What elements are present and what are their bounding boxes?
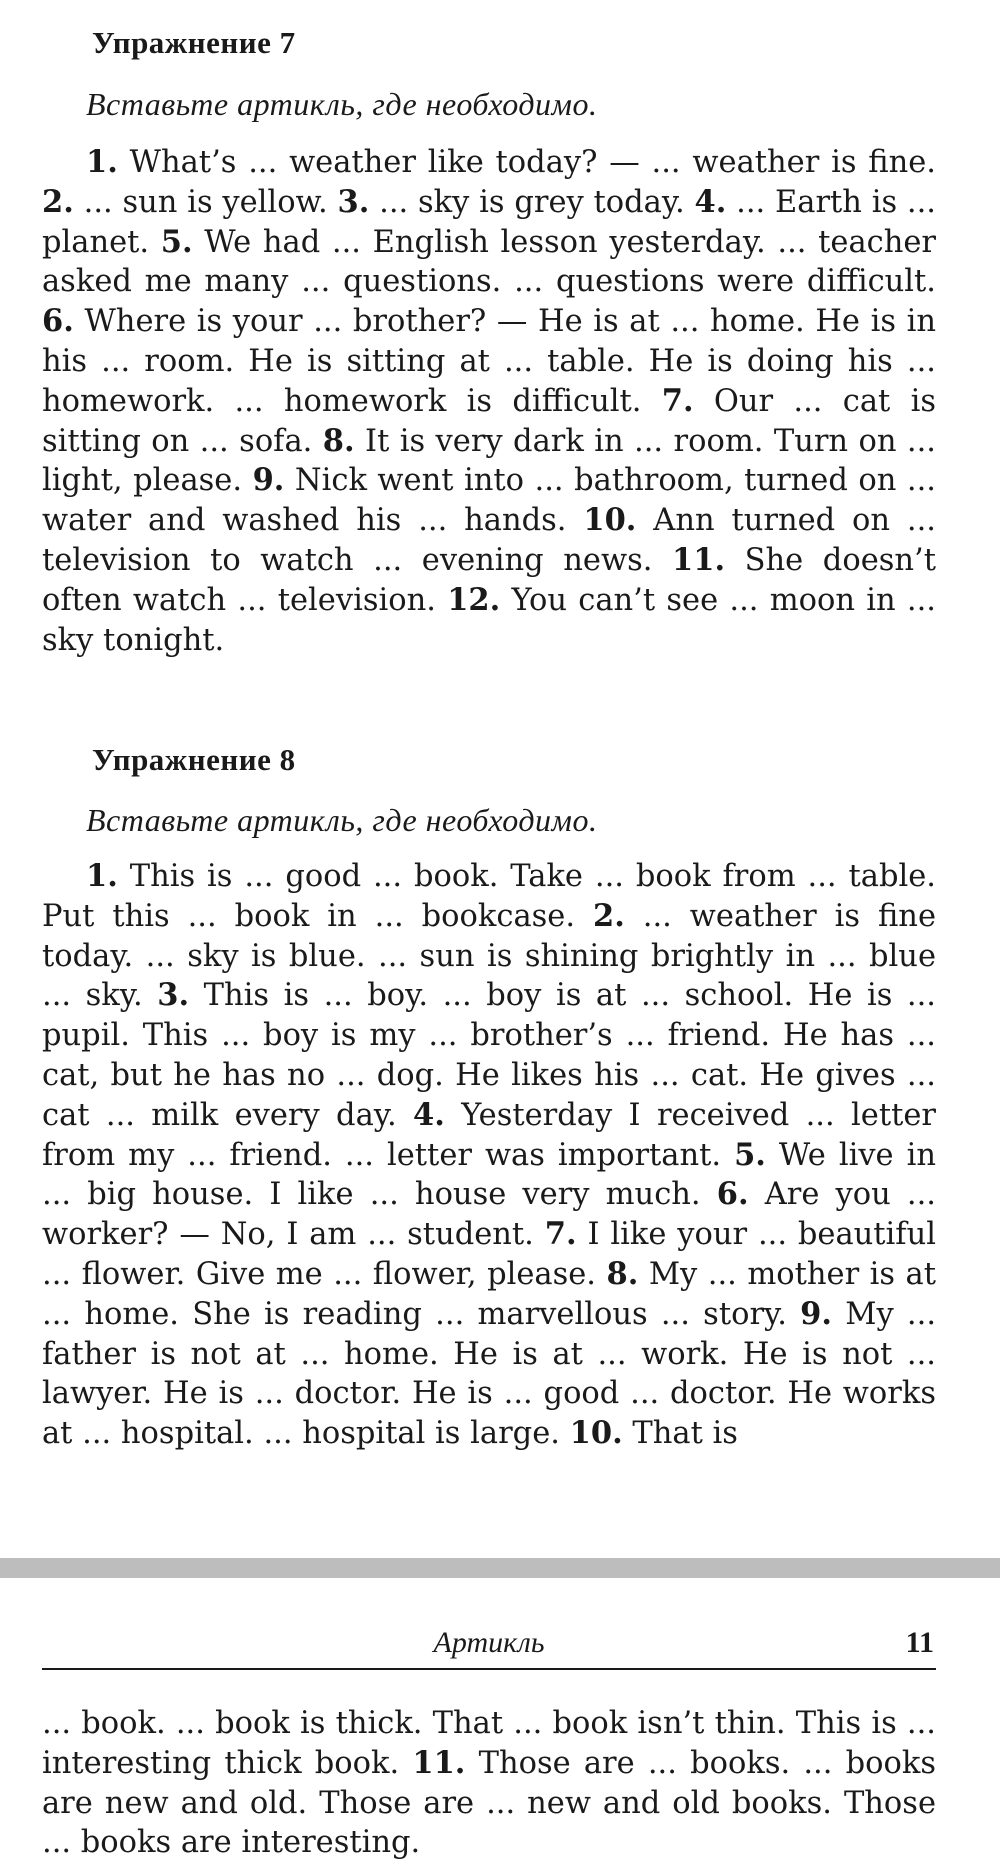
item-number: 5. bbox=[734, 1136, 766, 1173]
item-text: You can’t see ... moon in ... sky tonight. bbox=[42, 582, 936, 658]
item-text: Those are ... books. ... books are new and old. Those are ... new and old books. Those ... books are interesting. bbox=[42, 1745, 936, 1861]
item-text: She doesn’t often watch ... television. bbox=[42, 542, 936, 618]
item-text: We live in ... big house. I like ... house very much. bbox=[42, 1137, 936, 1213]
item-number: 5. bbox=[160, 223, 193, 260]
exercise-7-instruction: Вставьте артикль, где необходимо. bbox=[86, 86, 598, 122]
item-number: 12. bbox=[447, 581, 501, 618]
item-text: ... weather is fine today. ... sky is blue. ... sun is shining brightly in ... blue ... sky. bbox=[42, 898, 936, 1014]
page-number: 11 bbox=[905, 1626, 934, 1659]
item-number: 10. bbox=[583, 502, 637, 539]
item-text: It is very dark in ... room. Turn on ... light, please. bbox=[42, 423, 936, 499]
item-number: 8. bbox=[322, 422, 355, 459]
item-text: My ... mother is at ... home. She is reading ... marvellous ... story. bbox=[42, 1256, 937, 1332]
exercise-8-instruction: Вставьте артикль, где необходимо. bbox=[86, 802, 598, 838]
item-text: Nick went into ... bathroom, turned on ... water and washed his ... hands. bbox=[42, 463, 936, 539]
exercise-7-text bbox=[42, 143, 936, 660]
item-text: We had ... English lesson yesterday. ... teacher asked me many ... questions. ... questions were difficult. bbox=[42, 224, 936, 300]
item-text: ... book. ... book is thick. That ... book isn’t thin. This is ... interesting thick book. bbox=[42, 1706, 936, 1781]
running-header bbox=[42, 1624, 936, 1670]
item-text: I like your ... beautiful ... flower. Give me ... flower, please. bbox=[42, 1217, 936, 1292]
exercise-8-text bbox=[42, 857, 936, 1454]
item-number: 4. bbox=[413, 1096, 445, 1133]
exercise-7-heading: Упражнение 7 bbox=[92, 25, 296, 60]
item-number: 2. bbox=[42, 183, 74, 220]
item-number: 3. bbox=[337, 183, 370, 220]
page-separator bbox=[0, 1558, 1000, 1578]
item-text: That is bbox=[622, 1416, 738, 1452]
item-text: ... Earth is ... planet. bbox=[42, 184, 936, 260]
item-text: Ann turned on ... television to watch ... evening news. bbox=[42, 503, 936, 578]
running-title: Артикль bbox=[433, 1626, 545, 1659]
item-number: 9. bbox=[252, 462, 285, 499]
item-number: 11. bbox=[672, 541, 726, 578]
item-number: 6. bbox=[42, 303, 74, 340]
item-text: Yesterday I received ... letter from my ... friend. ... letter was important. bbox=[42, 1097, 936, 1173]
item-number: 7. bbox=[661, 382, 694, 419]
item-number: 7. bbox=[544, 1216, 577, 1253]
item-number: 4. bbox=[694, 183, 727, 220]
item-number: 2. bbox=[593, 897, 625, 934]
item-number: 1. bbox=[86, 858, 118, 894]
item-number: 1. bbox=[86, 144, 118, 180]
item-number: 3. bbox=[157, 977, 190, 1014]
item-number: 11. bbox=[412, 1744, 466, 1781]
exercise-8-continued-text bbox=[42, 1704, 936, 1863]
item-text: This is ... boy. ... boy is at ... school. He is ... pupil. This ... boy is my ... brother’s ... friend. He has ... cat, but he has no ... dog. He likes his ... cat. He gives ... cat ... milk every day. bbox=[42, 978, 937, 1133]
item-text: What’s ... weather like today? — ... weather is fine. bbox=[117, 145, 936, 180]
item-text: This is ... good ... book. Take ... book from ... table. Put this ... book in ... bookcase. bbox=[42, 859, 936, 934]
item-text: ... sky is grey today. bbox=[369, 184, 695, 220]
item-number: 10. bbox=[569, 1415, 623, 1452]
item-number: 8. bbox=[606, 1255, 639, 1292]
item-text: My ... father is not at ... home. He is at ... work. He is not ... lawyer. He is ... doctor. He is ... good ... doctor. He works at ... hospital. ... hospital is large. bbox=[42, 1296, 937, 1452]
item-text: Where is your ... brother? — He is at ... home. He is in his ... room. He is sitting at ... table. He is doing his ... homework. ... homework is difficult. bbox=[42, 304, 936, 419]
item-text: Our ... cat is sitting on ... sofa. bbox=[42, 383, 936, 459]
item-text: ... sun is yellow. bbox=[73, 184, 338, 220]
item-number: 6. bbox=[716, 1176, 749, 1213]
item-number: 9. bbox=[800, 1295, 832, 1332]
exercise-8-heading: Упражнение 8 bbox=[92, 742, 296, 777]
item-text: Are you ... worker? — No, I am ... student. bbox=[42, 1177, 936, 1253]
